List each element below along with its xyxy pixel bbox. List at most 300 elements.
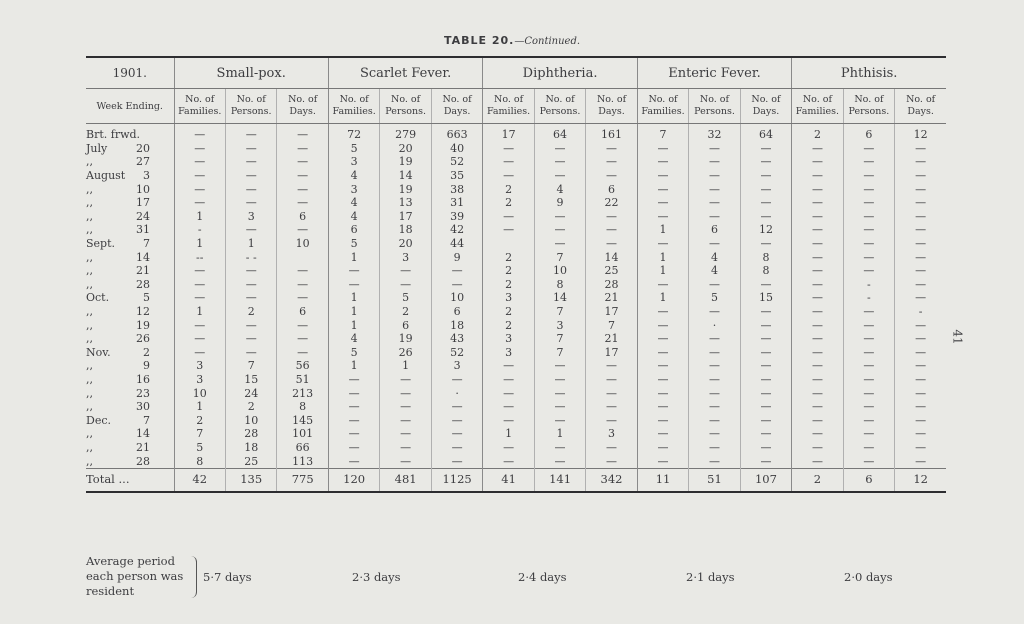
value-cell: 39 xyxy=(431,210,483,224)
value-cell: — xyxy=(328,386,379,400)
week-day: 26 xyxy=(136,332,150,346)
table-row xyxy=(86,223,946,237)
week-cell xyxy=(86,427,174,441)
value-cell: — xyxy=(225,196,276,210)
total-cell: 775 xyxy=(277,468,328,492)
value-cell: — xyxy=(328,454,379,468)
value-cell: — xyxy=(689,155,740,169)
value-cell: — xyxy=(740,373,791,387)
total-cell: 51 xyxy=(689,468,740,492)
value-cell: 5 xyxy=(380,291,431,305)
column-subheader: No. of Families. xyxy=(637,89,688,124)
week-cell xyxy=(86,264,174,278)
value-cell: 2 xyxy=(483,318,534,332)
value-cell: — xyxy=(534,454,585,468)
value-cell: 1 xyxy=(328,291,379,305)
value-cell: 6 xyxy=(586,182,638,196)
value-cell: — xyxy=(431,454,483,468)
value-cell: — xyxy=(483,441,534,455)
value-cell: 2 xyxy=(483,264,534,278)
value-cell: — xyxy=(843,264,894,278)
value-cell: — xyxy=(586,359,638,373)
value-cell: — xyxy=(483,454,534,468)
value-cell: — xyxy=(740,400,791,414)
value-cell: — xyxy=(483,169,534,183)
value-cell: — xyxy=(792,250,843,264)
table-row xyxy=(86,441,946,455)
data-table-wrapper xyxy=(86,56,946,493)
value-cell: 7 xyxy=(534,332,585,346)
value-cell: 4 xyxy=(328,332,379,346)
brace-mark xyxy=(190,556,197,598)
value-cell: 6 xyxy=(689,223,740,237)
table-row xyxy=(86,359,946,373)
value-cell: — xyxy=(689,413,740,427)
value-cell: — xyxy=(534,237,585,251)
value-cell: — xyxy=(895,400,946,414)
value-cell: 1 xyxy=(328,359,379,373)
value-cell: — xyxy=(689,386,740,400)
value-cell: — xyxy=(277,332,328,346)
value-cell: — xyxy=(689,441,740,455)
value-cell: 17 xyxy=(586,346,638,360)
value-cell: — xyxy=(225,124,276,142)
value-cell: 28 xyxy=(586,278,638,292)
value-cell: — xyxy=(637,454,688,468)
value-cell: 7 xyxy=(225,359,276,373)
value-cell: — xyxy=(328,264,379,278)
value-cell: 10 xyxy=(431,291,483,305)
week-cell xyxy=(86,155,174,169)
value-cell: 5 xyxy=(328,142,379,156)
data-table xyxy=(86,56,946,493)
value-cell: — xyxy=(895,182,946,196)
value-cell: — xyxy=(843,142,894,156)
value-cell: — xyxy=(740,196,791,210)
value-cell: — xyxy=(792,278,843,292)
column-subheader: No. of Persons. xyxy=(689,89,740,124)
value-cell: 43 xyxy=(431,332,483,346)
week-cell xyxy=(86,210,174,224)
week-month: ,, xyxy=(86,440,93,454)
value-cell: 161 xyxy=(586,124,638,142)
table-row xyxy=(86,400,946,414)
disease-header: Small-pox. xyxy=(174,57,328,89)
table-title-suffix: —Continued. xyxy=(514,36,581,47)
value-cell: — xyxy=(895,454,946,468)
value-cell: 7 xyxy=(534,346,585,360)
value-cell: — xyxy=(431,413,483,427)
disease-header: Scarlet Fever. xyxy=(328,57,482,89)
value-cell: — xyxy=(483,373,534,387)
value-cell: 25 xyxy=(225,454,276,468)
value-cell: — xyxy=(328,441,379,455)
value-cell: 12 xyxy=(895,124,946,142)
value-cell: — xyxy=(586,155,638,169)
page-number: 41 xyxy=(950,329,965,345)
value-cell: 1 xyxy=(380,359,431,373)
column-subheader: No. of Families. xyxy=(328,89,379,124)
value-cell: — xyxy=(174,196,225,210)
value-cell: — xyxy=(637,305,688,319)
value-cell: — xyxy=(225,169,276,183)
value-cell: 2 xyxy=(792,124,843,142)
value-cell: 7 xyxy=(534,305,585,319)
value-cell: — xyxy=(534,223,585,237)
value-cell: — xyxy=(586,223,638,237)
value-cell: — xyxy=(689,359,740,373)
week-month: ,, xyxy=(86,332,93,346)
table-row xyxy=(86,264,946,278)
value-cell: 35 xyxy=(431,169,483,183)
value-cell: — xyxy=(843,223,894,237)
value-cell: 72 xyxy=(328,124,379,142)
table-row xyxy=(86,413,946,427)
value-cell: — xyxy=(792,386,843,400)
value-cell: — xyxy=(689,427,740,441)
value-cell: — xyxy=(792,142,843,156)
column-subheader: No. of Persons. xyxy=(225,89,276,124)
value-cell: - xyxy=(843,291,894,305)
table-row xyxy=(86,182,946,196)
value-cell: — xyxy=(380,400,431,414)
value-cell: — xyxy=(895,169,946,183)
value-cell: — xyxy=(740,413,791,427)
value-cell: — xyxy=(689,142,740,156)
value-cell: — xyxy=(895,291,946,305)
value-cell: — xyxy=(843,386,894,400)
total-cell: 135 xyxy=(225,468,276,492)
value-cell: 31 xyxy=(431,196,483,210)
value-cell: — xyxy=(637,318,688,332)
value-cell: 2 xyxy=(483,305,534,319)
value-cell: — xyxy=(431,441,483,455)
week-month: ,, xyxy=(86,359,93,373)
week-cell xyxy=(86,454,174,468)
value-cell: — xyxy=(380,454,431,468)
week-cell xyxy=(86,250,174,264)
value-cell: 40 xyxy=(431,142,483,156)
value-cell: 2 xyxy=(225,400,276,414)
table-row xyxy=(86,155,946,169)
value-cell: 8 xyxy=(277,400,328,414)
value-cell: — xyxy=(483,155,534,169)
value-cell: — xyxy=(740,155,791,169)
value-cell: — xyxy=(792,155,843,169)
week-month: ,, xyxy=(86,264,93,278)
value-cell: 213 xyxy=(277,386,328,400)
value-cell: 64 xyxy=(534,124,585,142)
week-day: 16 xyxy=(136,372,150,386)
value-cell: — xyxy=(740,386,791,400)
column-subheader: No. of Days. xyxy=(740,89,791,124)
value-cell: 1 xyxy=(328,250,379,264)
week-cell xyxy=(86,169,174,183)
value-cell: 5 xyxy=(174,441,225,455)
value-cell: — xyxy=(586,142,638,156)
week-cell xyxy=(86,124,174,142)
value-cell: 6 xyxy=(843,124,894,142)
value-cell: — xyxy=(740,142,791,156)
value-cell: — xyxy=(843,182,894,196)
value-cell: 1 xyxy=(483,427,534,441)
value-cell: — xyxy=(174,346,225,360)
week-day: 31 xyxy=(136,223,150,237)
total-label: Total ... xyxy=(86,468,174,492)
value-cell: 1 xyxy=(328,318,379,332)
value-cell: 1 xyxy=(174,305,225,319)
value-cell: — xyxy=(431,373,483,387)
value-cell: 51 xyxy=(277,373,328,387)
total-cell: 12 xyxy=(895,468,946,492)
value-cell: — xyxy=(380,386,431,400)
value-cell: · xyxy=(689,318,740,332)
value-cell: 3 xyxy=(483,291,534,305)
value-cell: — xyxy=(277,142,328,156)
week-day: 7 xyxy=(143,413,150,427)
value-cell: 1 xyxy=(174,237,225,251)
value-cell: — xyxy=(637,332,688,346)
value-cell: — xyxy=(895,155,946,169)
value-cell: — xyxy=(174,155,225,169)
value-cell: 52 xyxy=(431,346,483,360)
value-cell: — xyxy=(431,278,483,292)
value-cell: 22 xyxy=(586,196,638,210)
column-subheader: No. of Days. xyxy=(277,89,328,124)
value-cell: 19 xyxy=(380,155,431,169)
value-cell: — xyxy=(328,400,379,414)
value-cell: 42 xyxy=(431,223,483,237)
value-cell: — xyxy=(843,346,894,360)
value-cell: 8 xyxy=(740,264,791,278)
value-cell: — xyxy=(895,210,946,224)
value-cell: — xyxy=(637,210,688,224)
value-cell: — xyxy=(689,210,740,224)
value-cell: 15 xyxy=(225,373,276,387)
value-cell: 28 xyxy=(225,427,276,441)
week-day: 12 xyxy=(136,305,150,319)
value-cell: — xyxy=(380,427,431,441)
value-cell: — xyxy=(225,318,276,332)
value-cell: 6 xyxy=(328,223,379,237)
value-cell: 3 xyxy=(534,318,585,332)
table-row xyxy=(86,427,946,441)
total-cell: 41 xyxy=(483,468,534,492)
value-cell: — xyxy=(792,223,843,237)
value-cell: — xyxy=(277,124,328,142)
value-cell: — xyxy=(534,359,585,373)
week-cell xyxy=(86,332,174,346)
value-cell: — xyxy=(895,223,946,237)
value-cell: — xyxy=(277,264,328,278)
value-cell: 21 xyxy=(586,291,638,305)
column-subheader: No. of Days. xyxy=(586,89,638,124)
value-cell xyxy=(277,250,328,264)
week-day: 10 xyxy=(136,182,150,196)
value-cell: -- xyxy=(174,250,225,264)
value-cell: 20 xyxy=(380,237,431,251)
week-cell xyxy=(86,142,174,156)
disease-header: Diphtheria. xyxy=(483,57,637,89)
value-cell: 5 xyxy=(689,291,740,305)
value-cell: — xyxy=(792,291,843,305)
value-cell: — xyxy=(174,332,225,346)
value-cell: 2 xyxy=(483,278,534,292)
value-cell: 21 xyxy=(586,332,638,346)
week-cell xyxy=(86,413,174,427)
week-month: Brt. frwd. xyxy=(86,128,141,142)
value-cell: — xyxy=(740,278,791,292)
week-cell xyxy=(86,400,174,414)
total-cell: 42 xyxy=(174,468,225,492)
week-month: Dec. xyxy=(86,413,111,427)
year-header: 1901. xyxy=(86,57,174,89)
value-cell: — xyxy=(689,400,740,414)
value-cell: — xyxy=(740,332,791,346)
table-row xyxy=(86,454,946,468)
value-cell: 3 xyxy=(483,332,534,346)
week-month: ,, xyxy=(86,318,93,332)
value-cell: — xyxy=(689,169,740,183)
value-cell: — xyxy=(174,142,225,156)
value-cell: 1 xyxy=(637,250,688,264)
table-row xyxy=(86,386,946,400)
value-cell: — xyxy=(174,124,225,142)
value-cell: 18 xyxy=(225,441,276,455)
value-cell: — xyxy=(895,373,946,387)
value-cell: — xyxy=(792,169,843,183)
value-cell: 44 xyxy=(431,237,483,251)
value-cell: 14 xyxy=(534,291,585,305)
value-cell: 279 xyxy=(380,124,431,142)
value-cell: — xyxy=(843,400,894,414)
value-cell: — xyxy=(637,413,688,427)
week-month: ,, xyxy=(86,182,93,196)
value-cell: 17 xyxy=(586,305,638,319)
value-cell: 2 xyxy=(225,305,276,319)
value-cell: 1 xyxy=(174,400,225,414)
value-cell: — xyxy=(534,142,585,156)
value-cell: — xyxy=(380,278,431,292)
value-cell: — xyxy=(843,332,894,346)
table-row xyxy=(86,373,946,387)
table-row xyxy=(86,196,946,210)
week-day: 2 xyxy=(143,345,150,359)
week-day: 20 xyxy=(136,141,150,155)
week-day: 5 xyxy=(143,291,150,305)
value-cell: — xyxy=(174,291,225,305)
week-ending-header: Week Ending. xyxy=(86,89,174,124)
column-subheader: No. of Families. xyxy=(174,89,225,124)
week-cell xyxy=(86,237,174,251)
average-smallpox: 5·7 days xyxy=(203,570,252,584)
value-cell: 10 xyxy=(225,413,276,427)
table-row xyxy=(86,346,946,360)
value-cell: — xyxy=(431,264,483,278)
week-month: ,, xyxy=(86,427,93,441)
value-cell: 2 xyxy=(174,413,225,427)
value-cell: — xyxy=(328,373,379,387)
value-cell: — xyxy=(689,237,740,251)
table-row xyxy=(86,237,946,251)
value-cell xyxy=(483,237,534,251)
value-cell: — xyxy=(895,196,946,210)
table-title-main: TABLE 20. xyxy=(443,34,515,47)
value-cell: 6 xyxy=(277,305,328,319)
value-cell: — xyxy=(895,359,946,373)
week-month: ,, xyxy=(86,386,93,400)
value-cell: — xyxy=(534,441,585,455)
column-subheader: No. of Families. xyxy=(483,89,534,124)
week-month: ,, xyxy=(86,277,93,291)
value-cell: — xyxy=(277,346,328,360)
value-cell: — xyxy=(792,359,843,373)
value-cell: — xyxy=(843,210,894,224)
value-cell: — xyxy=(225,346,276,360)
value-cell: - xyxy=(843,278,894,292)
value-cell: — xyxy=(380,373,431,387)
table-row xyxy=(86,332,946,346)
value-cell: — xyxy=(637,400,688,414)
value-cell: — xyxy=(380,264,431,278)
week-month: ,, xyxy=(86,454,93,468)
value-cell: — xyxy=(328,413,379,427)
value-cell: 3 xyxy=(328,155,379,169)
value-cell: — xyxy=(843,250,894,264)
value-cell: 3 xyxy=(225,210,276,224)
value-cell: — xyxy=(895,413,946,427)
value-cell: — xyxy=(843,359,894,373)
week-day: 19 xyxy=(136,318,150,332)
value-cell: 3 xyxy=(174,373,225,387)
value-cell: — xyxy=(895,427,946,441)
value-cell: 4 xyxy=(328,196,379,210)
total-cell: 107 xyxy=(740,468,791,492)
value-cell: — xyxy=(689,332,740,346)
value-cell: — xyxy=(689,346,740,360)
value-cell: 17 xyxy=(380,210,431,224)
value-cell: — xyxy=(277,196,328,210)
week-cell xyxy=(86,305,174,319)
value-cell: 113 xyxy=(277,454,328,468)
value-cell: 6 xyxy=(380,318,431,332)
value-cell: — xyxy=(586,400,638,414)
value-cell: 14 xyxy=(586,250,638,264)
value-cell: — xyxy=(792,305,843,319)
value-cell: — xyxy=(328,278,379,292)
value-cell: — xyxy=(225,291,276,305)
value-cell: — xyxy=(895,441,946,455)
value-cell: — xyxy=(277,278,328,292)
value-cell: 7 xyxy=(637,124,688,142)
disease-header: Phthisis. xyxy=(792,57,946,89)
value-cell: 15 xyxy=(740,291,791,305)
value-cell: — xyxy=(277,291,328,305)
table-row xyxy=(86,278,946,292)
week-day: 14 xyxy=(136,250,150,264)
value-cell: 4 xyxy=(689,250,740,264)
column-subheader: No. of Days. xyxy=(895,89,946,124)
value-cell: 1 xyxy=(225,237,276,251)
column-subheader: No. of Persons. xyxy=(534,89,585,124)
value-cell: — xyxy=(483,142,534,156)
value-cell: — xyxy=(380,413,431,427)
week-month: Sept. xyxy=(86,237,116,251)
week-day: 30 xyxy=(136,400,150,414)
value-cell: — xyxy=(534,155,585,169)
value-cell: 18 xyxy=(380,223,431,237)
value-cell: — xyxy=(740,318,791,332)
